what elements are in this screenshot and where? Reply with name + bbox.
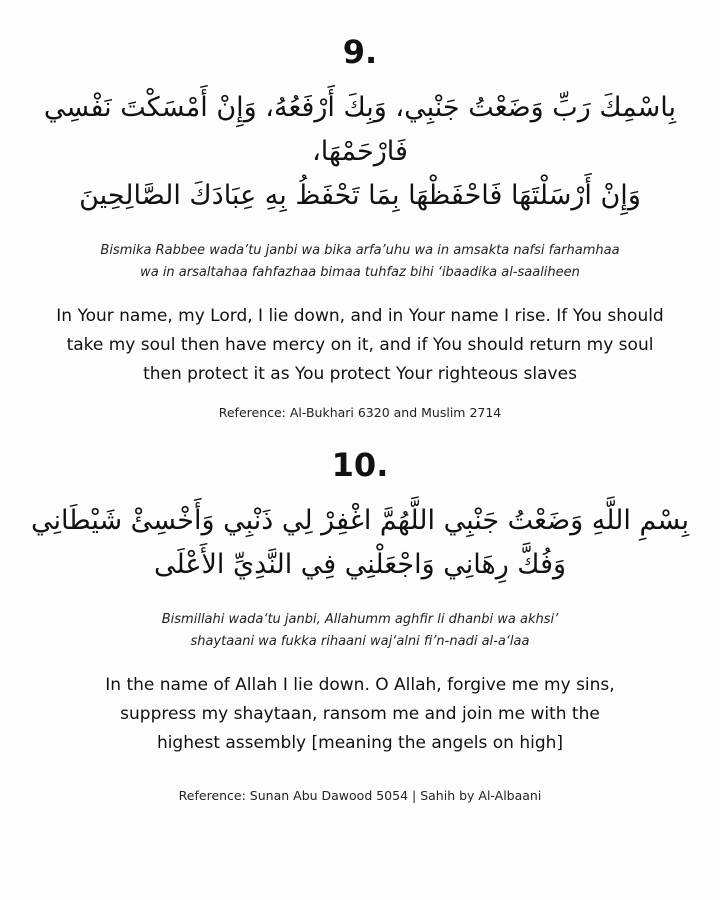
dua-entry-9 bbox=[0, 32, 720, 423]
arabic-text-line-1: بِسْمِ اللَّهِ وَضَعْتُ جَنْبِي اللَّهُمَّ اغْفِرْ لِي ذَنْبِي وَأَخْسِئْ شَيْطَانِي bbox=[30, 505, 690, 536]
translation-line-1: In Your name, my Lord, I lie down, and in Your name I rise. If You should bbox=[56, 306, 664, 326]
entry-number: 10. bbox=[331, 446, 389, 484]
translation-line-1: In the name of Allah I lie down. O Allah, forgive me my sins, bbox=[105, 675, 615, 695]
transliteration-line-2: wa in arsaltahaa fahfazhaa bimaa tuhfaz bihi ‘ibaadika al-saaliheen bbox=[140, 265, 580, 280]
arabic-text-line-1: بِاسْمِكَ رَبِّ وَضَعْتُ جَنْبِي، وَبِكَ أَرْفَعُهُ، وَإِنْ أَمْسَكْتَ نَفْسِي فَارْحَمْهَا، bbox=[43, 92, 677, 167]
dua-entry-10 bbox=[0, 445, 720, 806]
translation-line-2: take my soul then have mercy on it, and if You should return my soul bbox=[66, 335, 654, 355]
translation-line-3: then protect it as You protect Your righteous slaves bbox=[143, 364, 577, 384]
transliteration-line-1: Bismillahi wada‘tu janbi, Allahumm aghfir li dhanbi wa akhsi’ bbox=[161, 612, 559, 627]
transliteration-line-1: Bismika Rabbee wada’tu janbi wa bika arfa’uhu wa in amsakta nafsi farhamhaa bbox=[100, 243, 620, 258]
transliteration-line-2: shaytaani wa fukka rihaani waj‘alni fi’n-nadi al-a‘laa bbox=[190, 634, 530, 649]
arabic-text-line-2: وَإِنْ أَرْسَلْتَهَا فَاحْفَظْهَا بِمَا تَحْفَظُ بِهِ عِبَادَكَ الصَّالِحِينَ bbox=[79, 180, 641, 211]
arabic-text-line-2: وَفُكَّ رِهَانِي وَاجْعَلْنِي فِي النَّدِيِّ الأَعْلَى bbox=[153, 549, 567, 580]
translation-line-2: suppress my shaytaan, ransom me and join me with the bbox=[120, 704, 600, 724]
reference: Reference: Sunan Abu Dawood 5054 | Sahih by Al-Albaani bbox=[178, 788, 542, 803]
entry-number: 9. bbox=[342, 33, 378, 71]
reference: Reference: Al-Bukhari 6320 and Muslim 2714 bbox=[218, 405, 502, 420]
translation-line-3: highest assembly [meaning the angels on high] bbox=[156, 733, 564, 753]
